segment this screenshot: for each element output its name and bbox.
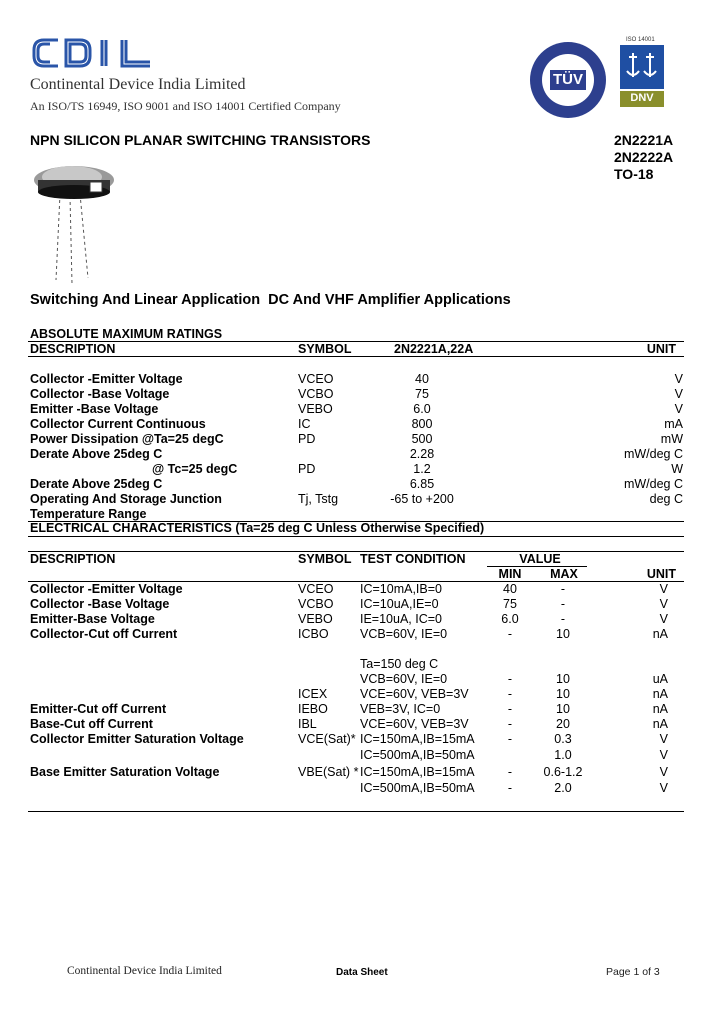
doc-title: NPN SILICON PLANAR SWITCHING TRANSISTORS bbox=[30, 132, 371, 148]
row-min: - bbox=[507, 672, 513, 686]
certification-line: An ISO/TS 16949, ISO 9001 and ISO 14001 Certified Company bbox=[30, 99, 341, 113]
elec-row bbox=[0, 612, 720, 627]
row-symbol: IC bbox=[298, 417, 311, 431]
iso-label: ISO 14001 bbox=[626, 37, 655, 43]
elec-row bbox=[0, 672, 720, 687]
abs-max-heading: ABSOLUTE MAXIMUM RATINGS bbox=[30, 327, 223, 341]
row-symbol: Tj, Tstg bbox=[298, 492, 339, 506]
row-description: Collector -Emitter Voltage bbox=[30, 582, 183, 596]
row-unit: V bbox=[659, 582, 668, 596]
row-test-condition: IE=10uA, IC=0 bbox=[360, 612, 443, 626]
row-description: Collector -Base Voltage bbox=[30, 387, 170, 401]
row-symbol: ICBO bbox=[298, 627, 329, 641]
elec-row bbox=[0, 687, 720, 702]
row-description: Base-Cut off Current bbox=[30, 717, 153, 731]
elec-subheader-row bbox=[0, 567, 720, 582]
row-unit: mW/deg C bbox=[623, 477, 683, 491]
abs-max-row bbox=[0, 447, 720, 462]
abs-max-row bbox=[0, 507, 720, 522]
row-description: Operating And Storage Junction bbox=[30, 492, 222, 506]
elec-row bbox=[0, 582, 720, 597]
row-test-condition: IC=150mA,IB=15mA bbox=[360, 765, 475, 779]
row-unit: mW/deg C bbox=[623, 447, 683, 461]
row-symbol: ICEX bbox=[298, 687, 328, 701]
row-unit: nA bbox=[652, 687, 668, 701]
row-test-condition: VCB=60V, IE=0 bbox=[360, 672, 448, 686]
row-description: Temperature Range bbox=[30, 507, 147, 521]
row-unit: V bbox=[659, 732, 668, 746]
elec-row bbox=[0, 717, 720, 732]
part-number-1: 2N2221A bbox=[614, 132, 674, 148]
row-min: 40 bbox=[503, 582, 517, 596]
row-description: Collector -Base Voltage bbox=[30, 597, 170, 611]
row-value: 800 bbox=[411, 417, 433, 431]
row-value: 6.85 bbox=[409, 477, 435, 491]
row-test-condition: VCE=60V, VEB=3V bbox=[360, 717, 469, 731]
divider bbox=[28, 536, 684, 537]
applications: Switching And Linear Application DC And VHF Amplifier Applications bbox=[30, 292, 511, 308]
divider bbox=[28, 811, 684, 812]
cdil-logo bbox=[30, 34, 156, 74]
header-value: VALUE bbox=[519, 552, 561, 566]
row-description: Derate Above 25deg C bbox=[30, 447, 163, 461]
row-description: Power Dissipation @Ta=25 degC bbox=[30, 432, 224, 446]
row-symbol: VEBO bbox=[298, 402, 333, 416]
row-min: - bbox=[507, 687, 513, 701]
row-value: -65 to +200 bbox=[390, 492, 454, 506]
abs-max-header-row bbox=[0, 342, 720, 357]
row-unit: V bbox=[659, 765, 668, 779]
row-symbol: PD bbox=[298, 462, 316, 476]
row-symbol: PD bbox=[298, 432, 316, 446]
row-test-condition: IC=500mA,IB=50mA bbox=[360, 748, 475, 762]
row-symbol: VEBO bbox=[298, 612, 333, 626]
row-test-condition: IC=10mA,IB=0 bbox=[360, 582, 442, 596]
footer-company: Continental Device India Limited bbox=[67, 965, 222, 977]
row-value: 6.0 bbox=[413, 402, 431, 416]
header-min: MIN bbox=[498, 567, 522, 581]
row-unit: V bbox=[659, 781, 668, 795]
row-min: - bbox=[507, 717, 513, 731]
row-description: @ Tc=25 degC bbox=[152, 462, 238, 476]
row-description: Collector -Emitter Voltage bbox=[30, 372, 183, 386]
abs-max-row bbox=[0, 417, 720, 432]
row-max: 10 bbox=[556, 627, 570, 641]
tuv-text: TÜV bbox=[553, 71, 583, 88]
row-max: 2.0 bbox=[554, 781, 572, 795]
row-value: 500 bbox=[411, 432, 433, 446]
row-min: - bbox=[507, 627, 513, 641]
dnv-badge bbox=[620, 45, 664, 107]
row-unit: V bbox=[674, 372, 683, 386]
row-max: 20 bbox=[556, 717, 570, 731]
abs-max-row bbox=[0, 477, 720, 492]
company-name: Continental Device India Limited bbox=[30, 76, 246, 93]
elec-row bbox=[0, 597, 720, 612]
transistor-image bbox=[30, 160, 120, 288]
row-unit: nA bbox=[652, 702, 668, 716]
header-symbol: SYMBOL bbox=[298, 552, 352, 566]
header-description: DESCRIPTION bbox=[30, 552, 116, 566]
row-symbol: IEBO bbox=[298, 702, 328, 716]
row-test-condition: IC=500mA,IB=50mA bbox=[360, 781, 475, 795]
row-unit: W bbox=[671, 462, 683, 476]
row-max: 0.6-1.2 bbox=[543, 765, 583, 779]
row-max: - bbox=[560, 612, 566, 626]
row-description: Derate Above 25deg C bbox=[30, 477, 163, 491]
elec-row bbox=[0, 642, 720, 657]
row-unit: nA bbox=[652, 627, 668, 641]
row-test-condition: Ta=150 deg C bbox=[360, 657, 439, 671]
row-max: 1.0 bbox=[554, 748, 572, 762]
row-max: 10 bbox=[556, 687, 570, 701]
row-max: - bbox=[560, 582, 566, 596]
dnv-text: DNV bbox=[630, 92, 654, 104]
header-value: 2N2221A,22A bbox=[394, 342, 474, 356]
header-unit: UNIT bbox=[646, 342, 676, 356]
row-min: - bbox=[507, 732, 513, 746]
row-description: Collector Current Continuous bbox=[30, 417, 206, 431]
row-max: 10 bbox=[556, 672, 570, 686]
row-max: - bbox=[560, 597, 566, 611]
row-max: 10 bbox=[556, 702, 570, 716]
row-test-condition: IC=150mA,IB=15mA bbox=[360, 732, 475, 746]
row-unit: nA bbox=[652, 717, 668, 731]
row-description: Emitter-Cut off Current bbox=[30, 702, 167, 716]
row-value: 2.28 bbox=[409, 447, 435, 461]
row-description: Emitter-Base Voltage bbox=[30, 612, 155, 626]
row-unit: V bbox=[659, 597, 668, 611]
row-unit: deg C bbox=[649, 492, 683, 506]
abs-max-row bbox=[0, 372, 720, 387]
row-symbol: VCEO bbox=[298, 582, 334, 596]
elec-row bbox=[0, 765, 720, 780]
row-symbol: IBL bbox=[298, 717, 317, 731]
row-unit: mW bbox=[660, 432, 683, 446]
abs-max-row bbox=[0, 432, 720, 447]
elec-row bbox=[0, 732, 720, 747]
abs-max-row bbox=[0, 462, 720, 477]
row-symbol: VCBO bbox=[298, 387, 334, 401]
row-max: 0.3 bbox=[554, 732, 572, 746]
abs-max-row bbox=[0, 387, 720, 402]
elec-row bbox=[0, 657, 720, 672]
row-symbol: VCBO bbox=[298, 597, 334, 611]
footer-center: Data Sheet bbox=[336, 967, 388, 978]
row-min: 6.0 bbox=[501, 612, 519, 626]
row-unit: uA bbox=[652, 672, 668, 686]
header-max: MAX bbox=[550, 567, 578, 581]
elec-row bbox=[0, 702, 720, 717]
row-test-condition: IC=10uA,IE=0 bbox=[360, 597, 439, 611]
row-value: 75 bbox=[415, 387, 429, 401]
row-description: Collector Emitter Saturation Voltage bbox=[30, 732, 244, 746]
package-type: TO-18 bbox=[614, 166, 654, 182]
header-test-condition: TEST CONDITION bbox=[360, 552, 466, 566]
row-test-condition: VEB=3V, IC=0 bbox=[360, 702, 441, 716]
footer-page: Page 1 of 3 bbox=[606, 966, 660, 978]
row-unit: V bbox=[659, 612, 668, 626]
abs-max-row bbox=[0, 492, 720, 507]
elec-heading: ELECTRICAL CHARACTERISTICS (Ta=25 deg C Unless Otherwise Specified) bbox=[30, 521, 485, 535]
header-description: DESCRIPTION bbox=[30, 342, 116, 356]
row-min: 75 bbox=[503, 597, 517, 611]
row-min: - bbox=[507, 765, 513, 779]
row-description: Emitter -Base Voltage bbox=[30, 402, 159, 416]
row-unit: mA bbox=[664, 417, 683, 431]
row-unit: V bbox=[674, 402, 683, 416]
header-symbol: SYMBOL bbox=[298, 342, 352, 356]
row-unit: V bbox=[659, 748, 668, 762]
elec-row bbox=[0, 627, 720, 642]
part-number-2: 2N2222A bbox=[614, 149, 674, 165]
row-value: 40 bbox=[415, 372, 429, 386]
row-symbol: VBE(Sat) * bbox=[298, 765, 359, 779]
row-min: - bbox=[507, 781, 513, 795]
row-unit: V bbox=[674, 387, 683, 401]
row-description: Base Emitter Saturation Voltage bbox=[30, 765, 220, 779]
elec-header-row bbox=[0, 552, 720, 567]
elec-row bbox=[0, 781, 720, 796]
divider bbox=[28, 356, 684, 357]
row-symbol: VCEO bbox=[298, 372, 334, 386]
header-unit: UNIT bbox=[646, 567, 676, 581]
tuv-badge bbox=[528, 40, 608, 120]
abs-max-row bbox=[0, 402, 720, 417]
row-test-condition: VCB=60V, IE=0 bbox=[360, 627, 448, 641]
row-symbol: VCE(Sat)* bbox=[298, 732, 356, 746]
row-test-condition: VCE=60V, VEB=3V bbox=[360, 687, 469, 701]
row-min: - bbox=[507, 702, 513, 716]
row-description: Collector-Cut off Current bbox=[30, 627, 178, 641]
row-value: 1.2 bbox=[413, 462, 431, 476]
